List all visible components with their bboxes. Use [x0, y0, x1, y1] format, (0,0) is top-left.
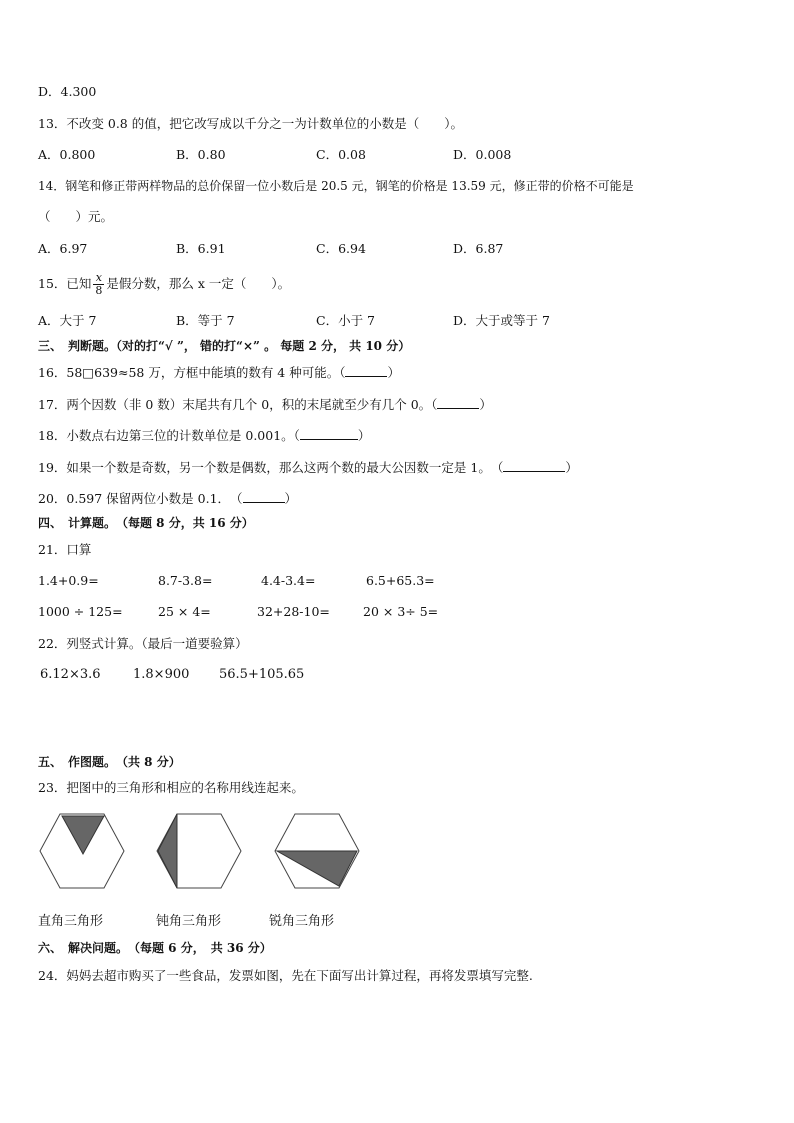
q14-option-a: A．6.97 — [38, 241, 88, 256]
q23-name-obtuse-triangle: 钝角三角形 — [156, 914, 222, 929]
q14-stem-line2: （ ）元。 — [38, 209, 114, 224]
q21-row2-item3: 32+28-10= — [257, 604, 330, 619]
q15-prefix: 15．已知 — [38, 276, 92, 291]
q15-fraction — [93, 272, 104, 297]
q23-label: 23．把图中的三角形和相应的名称用线连起来。 — [38, 780, 304, 795]
q18-text: 18．小数点右边第三位的计数单位是 0.001。（ — [38, 428, 300, 443]
q19-text: 19．如果一个数是奇数，另一个数是偶数，那么这两个数的最大公因数一定是 1。 （ — [38, 460, 504, 475]
hexagon-figure-3 — [273, 812, 361, 890]
q21-row1-item2: 8.7-3.8= — [158, 573, 213, 588]
q20-close: ） — [284, 491, 298, 506]
q16-close: ） — [387, 365, 400, 380]
q22-item2: 1.8×900 — [133, 667, 190, 682]
q13-option-a: A．0.800 — [38, 147, 96, 162]
q20-text: 20．0.597 保留两位小数是 0.1． （ — [38, 491, 243, 506]
q15-option-c: C．小于 7 — [316, 313, 375, 328]
q21-row2-item4: 20 × 3÷ 5= — [363, 604, 439, 619]
q19-statement — [38, 459, 578, 476]
q17-close: ） — [479, 397, 492, 412]
q15-suffix: 是假分数，那么 x 一定（ ）。 — [106, 276, 291, 291]
q19-answer-blank[interactable] — [503, 459, 565, 472]
q15-fraction-denominator: 8 — [95, 284, 103, 297]
section-3-title: 三、 判断题。（对的打“√ ”， 错的打“×” 。 每题 2 分， 共 10 分） — [38, 339, 411, 353]
hexagon-figure-1 — [38, 812, 126, 890]
q24-text: 24．妈妈去超市购买了一些食品，发票如图，先在下面写出计算过程，再将发票填写完整. — [38, 968, 533, 983]
q20-statement — [38, 490, 297, 507]
q13-option-c: C．0.08 — [316, 147, 366, 162]
q12-option-d: D．4.300 — [38, 84, 97, 99]
q21-row1-item3: 4.4-3.4= — [261, 573, 316, 588]
q23-name-right-triangle: 直角三角形 — [38, 914, 104, 929]
q13-stem: 13．不改变 0.8 的值，把它改写成以千分之一为计数单位的小数是（ ）。 — [38, 116, 463, 131]
q21-row2-item1: 1000 ÷ 125= — [38, 604, 123, 619]
q21-row1-item1: 1.4+0.9= — [38, 573, 99, 588]
q18-answer-blank[interactable] — [300, 427, 358, 440]
hexagon-2-shaded-triangle — [158, 814, 177, 888]
q17-answer-blank[interactable] — [437, 396, 479, 409]
q15-option-d: D．大于或等于 7 — [453, 313, 550, 328]
q21-row2-item2: 25 × 4= — [158, 604, 211, 619]
section-6-title: 六、 解决问题。 （每题 6 分， 共 36 分） — [38, 941, 272, 955]
q14-option-b: B．6.91 — [176, 241, 226, 256]
q22-label: 22．列竖式计算。（最后一道要验算） — [38, 636, 248, 651]
q18-close: ） — [357, 428, 371, 443]
q19-close: ） — [565, 460, 578, 475]
q15-option-a: A．大于 7 — [38, 313, 97, 328]
q15-stem — [38, 268, 290, 300]
hexagon-figure-2 — [155, 812, 243, 890]
q15-fraction-numerator: x — [93, 272, 104, 285]
q16-text: 16．58□639≈58 万，方框中能填的数有 4 种可能。（ — [38, 365, 346, 380]
q21-row1-item4: 6.5+65.3= — [366, 573, 435, 588]
section-5-title: 五、 作图题。 （共 8 分） — [38, 755, 181, 769]
q20-answer-blank[interactable] — [243, 490, 285, 503]
q22-item3: 56.5+105.65 — [219, 667, 305, 682]
q22-item1: 6.12×3.6 — [40, 667, 101, 682]
q16-answer-blank[interactable] — [345, 364, 387, 377]
q13-option-b: B．0.80 — [176, 147, 226, 162]
q21-label: 21．口算 — [38, 542, 92, 557]
q18-statement — [38, 427, 370, 444]
q14-option-c: C．6.94 — [316, 241, 366, 256]
q13-option-d: D．0.008 — [453, 147, 512, 162]
section-4-title: 四、 计算题。 （每题 8 分，共 16 分） — [38, 516, 254, 530]
q17-text: 17．两个因数（非 0 数）末尾共有几个 0，积的末尾就至少有几个 0。（ — [38, 397, 438, 412]
q17-statement — [38, 396, 492, 413]
q14-stem-line1: 14．钢笔和修正带两样物品的总价保留一位小数后是 20.5 元，钢笔的价格是 13.59 元，修正带的价格不可能是 — [38, 179, 634, 193]
q16-statement — [38, 364, 400, 381]
q14-option-d: D．6.87 — [453, 241, 504, 256]
q15-option-b: B．等于 7 — [176, 313, 235, 328]
q23-name-acute-triangle: 锐角三角形 — [269, 914, 335, 929]
